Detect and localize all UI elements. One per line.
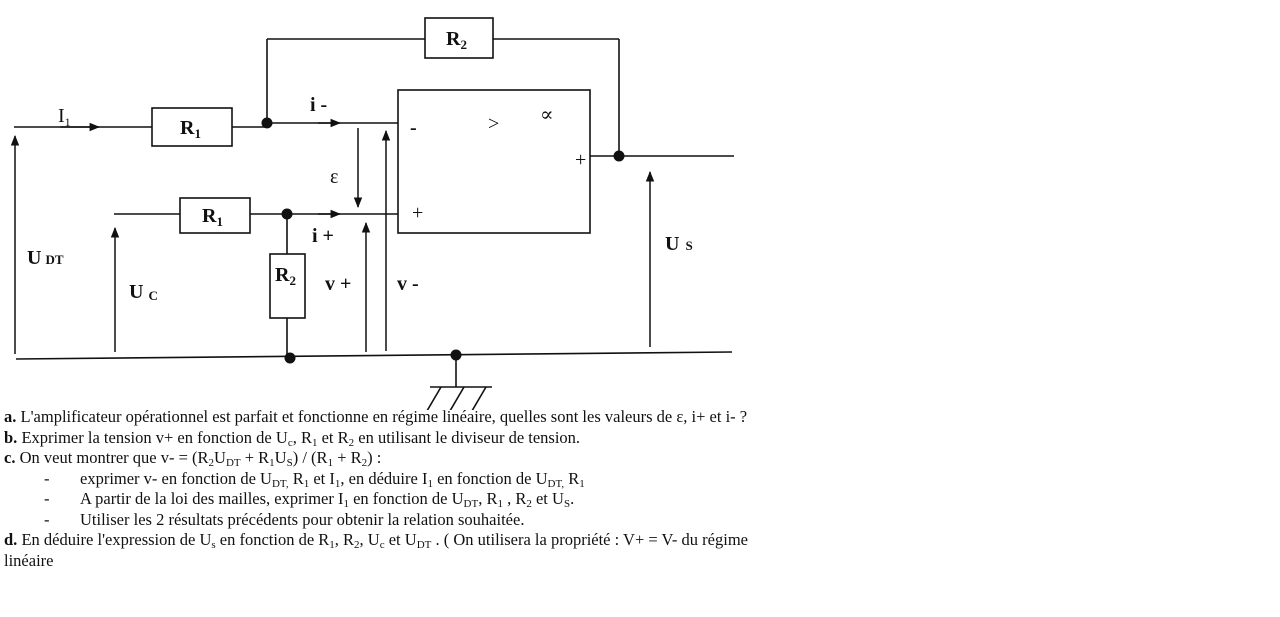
node-output bbox=[614, 151, 625, 162]
question-a: a. L'amplificateur opérationnel est parfait et fonctionne en régime linéaire, quelles sont les valeurs de ε, i+ et i- ? bbox=[4, 407, 748, 426]
wire-ground-rail bbox=[16, 352, 732, 359]
label-r1-bottom: $R_1$ bbox=[202, 205, 223, 229]
opamp-minus-sign: - bbox=[410, 117, 417, 139]
label-us: U S bbox=[665, 233, 693, 255]
label-i1: $I_1$ bbox=[58, 105, 71, 129]
label-uc: U C bbox=[129, 281, 158, 303]
node-plus-junction bbox=[282, 209, 293, 220]
opamp-output-plus: + bbox=[575, 149, 587, 171]
node-minus-junction bbox=[262, 118, 273, 129]
label-i-plus: i + bbox=[312, 225, 334, 247]
question-c-step-2: - A partir de la loi des mailles, exprimer $I_1$ en fonction de $U_{DT}$, $R_1$ , $R_2$ et $U_S$. bbox=[44, 489, 575, 510]
question-c-step-3: - Utiliser les 2 résultats précédents pour obtenir la relation souhaitée. bbox=[44, 509, 525, 529]
label-i-minus: i - bbox=[310, 94, 328, 116]
question-b: b. Exprimer la tension v+ en fonction de $U_c$, $R_1$ et $R_2$ en utilisant le diviseur de tension. bbox=[4, 427, 581, 449]
question-c: c. On veut montrer que $v- = (R_2U_{DT} + R_1U_S) / (R_1 + R_2)$ : bbox=[4, 448, 382, 469]
label-v-plus: v + bbox=[325, 273, 352, 295]
label-r1-top: $R_1$ bbox=[180, 117, 201, 141]
opamp-gt-symbol: > bbox=[488, 113, 500, 135]
question-d-continued: linéaire bbox=[4, 550, 54, 570]
questions-block bbox=[4, 407, 1004, 571]
label-r2-feedback: $R_2$ bbox=[446, 28, 467, 52]
label-udt: UDT bbox=[27, 247, 64, 269]
opamp-body bbox=[398, 90, 590, 233]
question-d: d. En déduire l'expression de $U_s$ en fonction de $R_1$, $R_2$, $U_c$ et $U_{DT}$ . ( On utilisera la propriété : V+ = V- du régime bbox=[4, 530, 748, 551]
node-ground bbox=[451, 350, 462, 361]
label-r2-shunt: $R_2$ bbox=[275, 264, 296, 288]
label-v-minus: v - bbox=[397, 273, 419, 295]
opamp-infinity-symbol: ∝ bbox=[540, 104, 554, 126]
opamp-plus-sign: + bbox=[412, 202, 424, 224]
question-c-step-1: - exprimer v- en fonction de $U_{DT,}$ $R_1$ et $I_1$, en déduire $I_1$ en fonction de $U_{DT,}$ $R_1$ bbox=[44, 468, 585, 490]
node-shunt-ground bbox=[285, 353, 296, 364]
label-epsilon: ε bbox=[330, 166, 339, 188]
